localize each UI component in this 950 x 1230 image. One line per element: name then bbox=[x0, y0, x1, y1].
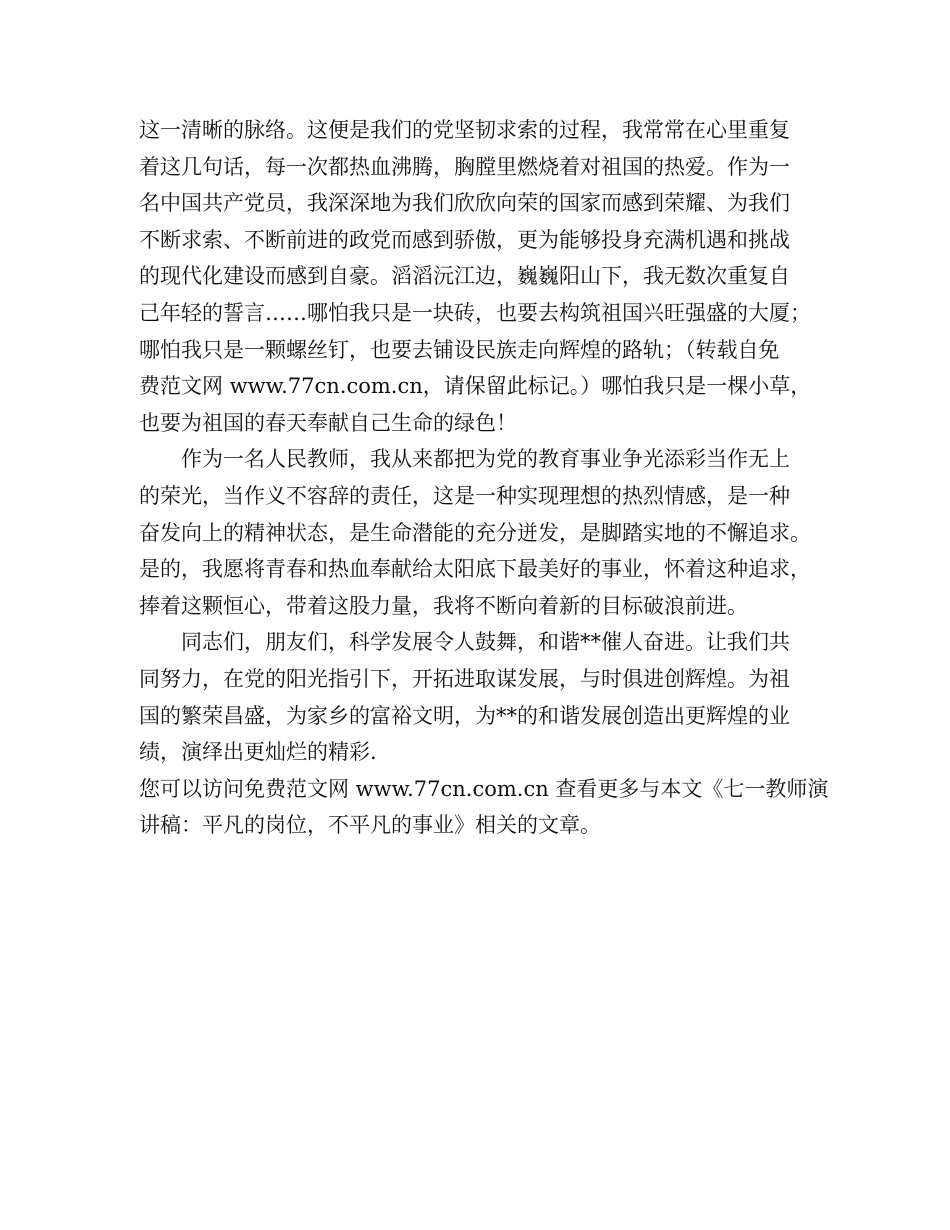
document-body bbox=[139, 112, 829, 844]
text-line: 捧着这颗恒心，带着这股力量，我将不断向着新的目标破浪前进。 bbox=[139, 593, 748, 618]
text-line: 国的繁荣昌盛，为家乡的富裕文明，为**的和谐发展创造出更辉煌的业 bbox=[139, 703, 790, 728]
text-line: 费范文网 www.77cn.com.cn，请保留此标记。）哪怕我只是一棵小草， bbox=[139, 374, 812, 399]
text-line: 的荣光，当作义不容辞的责任，这是一种实现理想的热烈情感，是一种 bbox=[139, 483, 790, 508]
text-line: 的现代化建设而感到自豪。滔滔沅江边，巍巍阳山下，我无数次重复自 bbox=[139, 264, 790, 289]
text-line: 同志们，朋友们，科学发展令人鼓舞，和谐**催人奋进。让我们共 bbox=[139, 630, 790, 655]
text-line: 己年轻的誓言……哪怕我只是一块砖，也要去构筑祖国兴旺强盛的大厦； bbox=[139, 300, 811, 325]
text-line: 您可以访问免费范文网 www.77cn.com.cn 查看更多与本文《七一教师演 bbox=[139, 776, 829, 801]
text-line: 不断求索、不断前进的政党而感到骄傲，更为能够投身充满机遇和挑战 bbox=[139, 227, 790, 252]
text-line: 奋发向上的精神状态，是生命潜能的充分迸发，是脚踏实地的不懈追求。 bbox=[139, 520, 811, 545]
text-line: 是的，我愿将青春和热血奉献给太阳底下最美好的事业，怀着这种追求， bbox=[139, 557, 811, 582]
text-line: 哪怕我只是一颗螺丝钉，也要去铺设民族走向辉煌的路轨；（转载自免 bbox=[139, 337, 780, 362]
text-line: 名中国共产党员，我深深地为我们欣欣向荣的国家而感到荣耀、为我们 bbox=[139, 191, 790, 216]
text-line: 也要为祖国的春天奉献自己生命的绿色！ bbox=[139, 410, 517, 435]
text-line: 讲稿：平凡的岗位，不平凡的事业》相关的文章。 bbox=[139, 813, 601, 838]
text-line: 绩，演绎出更灿烂的精彩. bbox=[139, 740, 377, 765]
text-line: 这一清晰的脉络。这便是我们的党坚韧求索的过程，我常常在心里重复 bbox=[139, 118, 790, 142]
text-line: 作为一名人民教师，我从来都把为党的教育事业争光添彩当作无上 bbox=[139, 447, 790, 472]
text-line: 着这几句话，每一次都热血沸腾，胸膛里燃烧着对祖国的热爱。作为一 bbox=[139, 154, 790, 179]
text-line: 同努力，在党的阳光指引下，开拓进取谋发展，与时俱进创辉煌。为祖 bbox=[139, 666, 790, 691]
